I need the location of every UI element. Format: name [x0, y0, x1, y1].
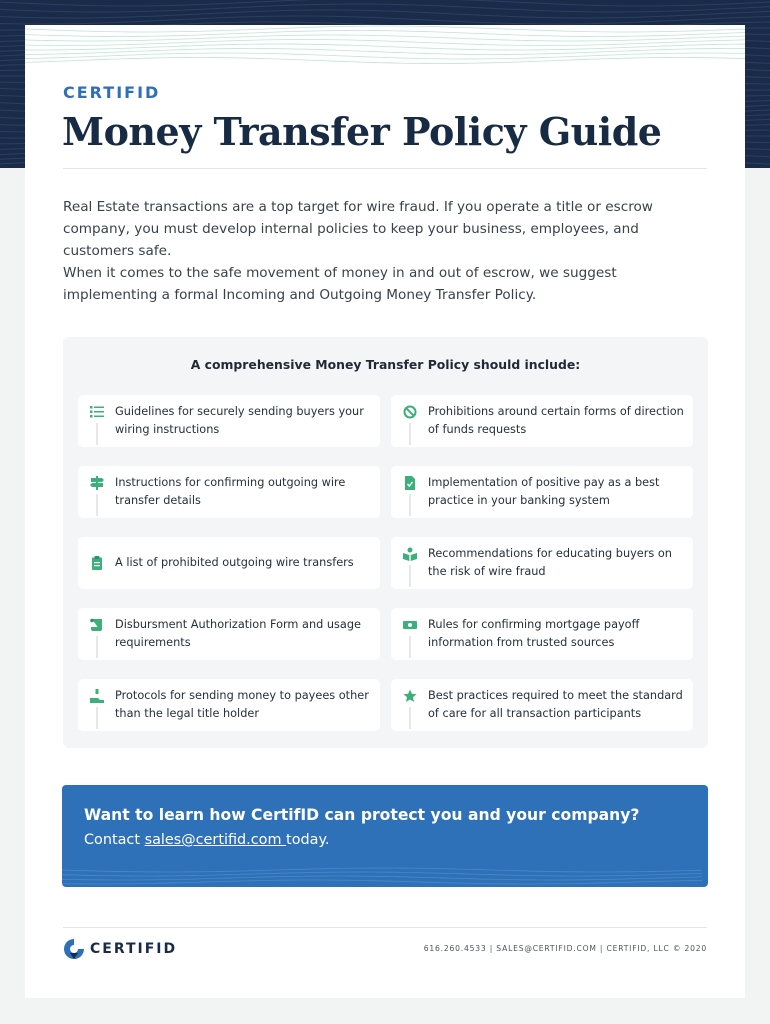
policy-item	[78, 537, 380, 589]
policy-item	[391, 608, 693, 660]
intro-paragraph-2: When it comes to the safe movement of money in and out of escrow, we suggest implementing a formal Incoming and Outgoing Money Transfer Policy.	[63, 265, 617, 303]
cta-title: Want to learn how CertifID can protect you and your company?	[84, 806, 640, 824]
scroll-icon	[90, 618, 104, 632]
intro-paragraph-1: Real Estate transactions are a top target for wire fraud. If you operate a title or escrow company, you must develop internal policies to keep your business, employees, and customers safe.	[63, 199, 653, 259]
cta-suffix: today.	[286, 832, 330, 848]
policy-item	[78, 466, 380, 518]
footer-contact-info: 616.260.4533 | SALES@CERTIFID.COM | CERTIFID, LLC © 2020	[423, 944, 707, 953]
policy-item	[78, 679, 380, 731]
top-wave-decoration	[25, 25, 745, 65]
policy-checklist-panel	[63, 337, 708, 748]
cta-wave-decoration	[62, 867, 708, 887]
item-connector	[96, 636, 98, 658]
contact-banner	[62, 785, 708, 887]
policy-item-text: Rules for confirming mortgage payoff information from trusted sources	[428, 618, 640, 649]
item-connector	[96, 707, 98, 729]
money-icon	[403, 618, 417, 632]
policy-item-text: Protocols for sending money to payees other than the legal title holder	[115, 689, 369, 720]
policy-item-text: Disbursment Authorization Form and usage requirements	[115, 618, 361, 649]
policy-item-text: Implementation of positive pay as a best practice in your banking system	[428, 476, 660, 507]
brand-logo-text: CERTIFID	[63, 83, 161, 102]
certifid-logo-icon	[63, 938, 85, 960]
prohibited-icon	[403, 405, 417, 419]
item-connector	[96, 423, 98, 445]
item-connector	[409, 494, 411, 516]
item-connector	[409, 707, 411, 729]
clipboard-icon	[90, 556, 104, 570]
policy-item	[391, 395, 693, 447]
cta-contact-line	[84, 832, 330, 848]
policy-heading: A comprehensive Money Transfer Policy should include:	[190, 357, 581, 372]
policy-item-text: Prohibitions around certain forms of direction of funds requests	[428, 405, 684, 436]
policy-item-text: Best practices required to meet the standard of care for all transaction participants	[428, 689, 683, 720]
policy-item	[78, 608, 380, 660]
policy-item	[391, 537, 693, 589]
signpost-icon	[90, 476, 104, 490]
policy-item	[391, 679, 693, 731]
cta-prefix: Contact	[84, 832, 145, 848]
policy-item	[391, 466, 693, 518]
policy-item-text: Recommendations for educating buyers on the risk of wire fraud	[428, 547, 672, 578]
document-page	[25, 25, 745, 998]
footer-divider	[63, 927, 707, 928]
item-connector	[409, 565, 411, 587]
policy-item-text: Guidelines for securely sending buyers your wiring instructions	[115, 405, 364, 436]
page-title: Money Transfer Policy Guide	[62, 109, 662, 154]
document-check-icon	[403, 476, 417, 490]
title-divider	[63, 168, 707, 169]
footer-brand: CERTIFID	[90, 941, 178, 957]
book-reader-icon	[403, 547, 417, 561]
sales-email-link[interactable]: sales@certifid.com	[144, 832, 287, 848]
list-icon	[90, 405, 104, 419]
star-icon	[403, 689, 417, 703]
item-connector	[96, 494, 98, 516]
hand-dollar-icon	[90, 689, 104, 703]
item-connector	[409, 636, 411, 658]
item-connector	[409, 423, 411, 445]
policy-item	[78, 395, 380, 447]
policy-item-text: Instructions for confirming outgoing wire transfer details	[115, 476, 346, 507]
policy-item-text: A list of prohibited outgoing wire transfers	[115, 556, 354, 569]
